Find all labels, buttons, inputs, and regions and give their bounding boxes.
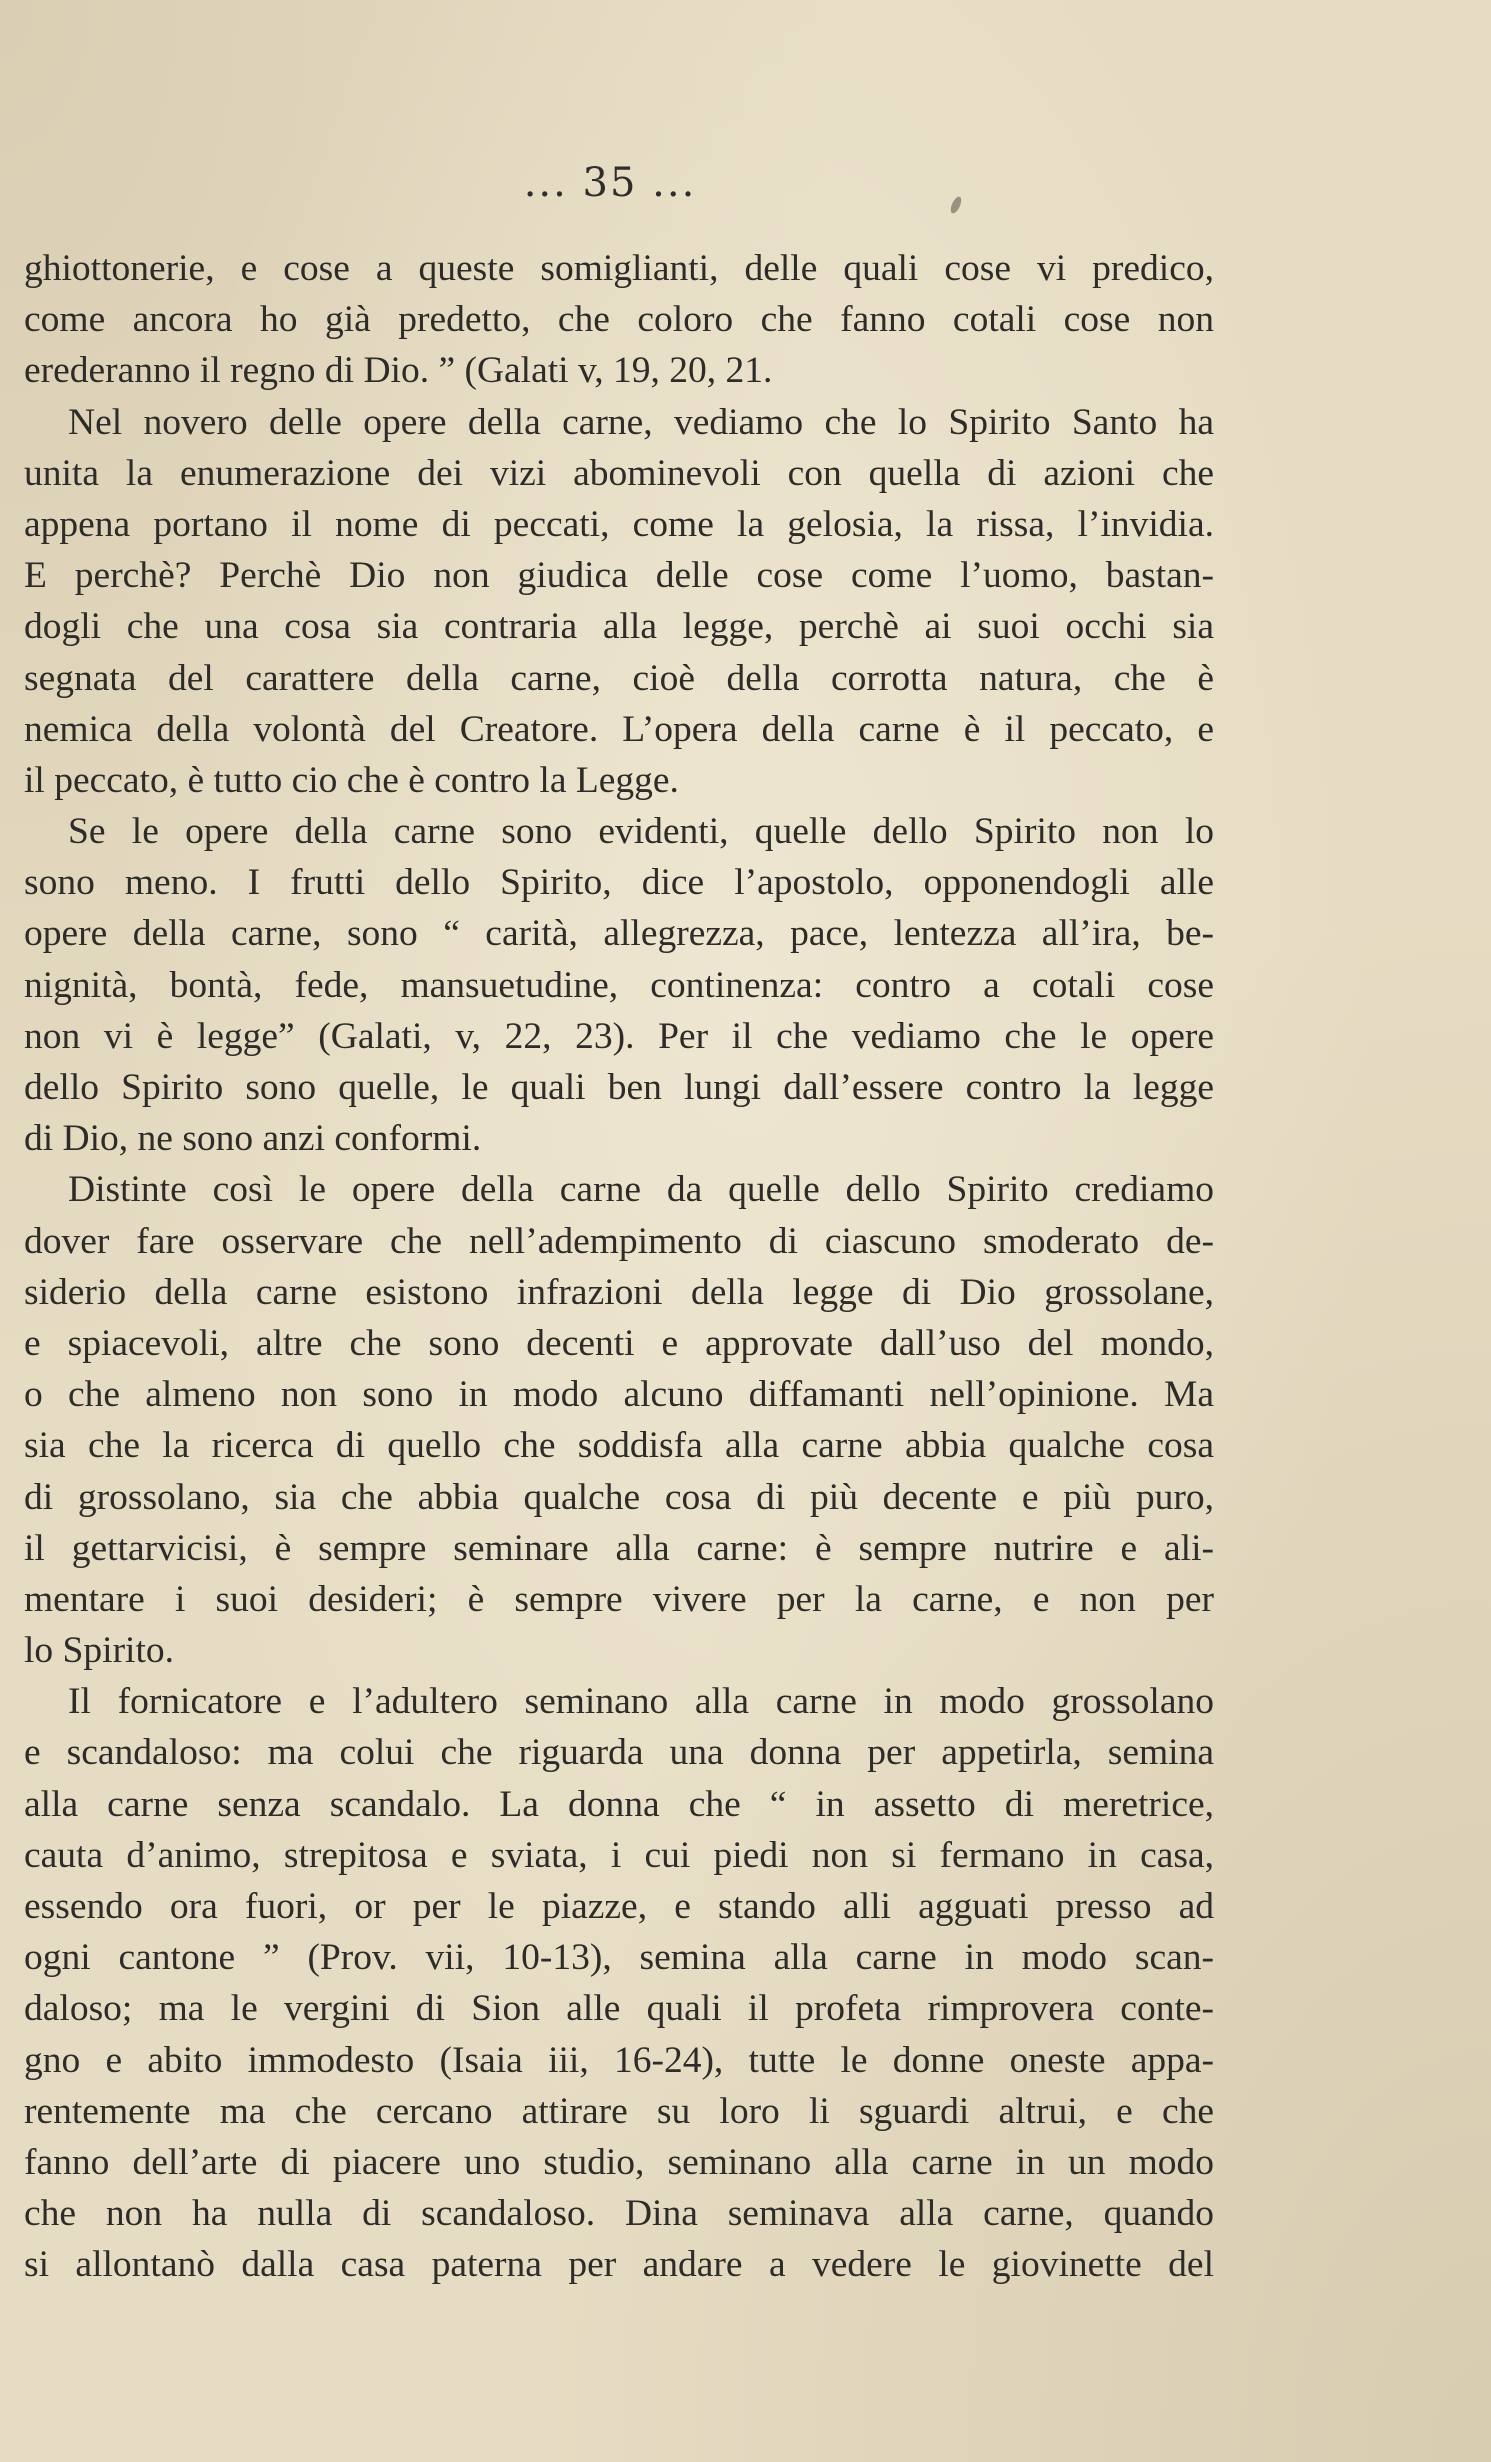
- page-number: ... 35 ...: [523, 160, 697, 206]
- text-line: mentare i suoi desideri; è sempre vivere per la carne, e non per: [24, 1578, 1214, 1620]
- text-line: di grossolano, sia che abbia qualche cosa di più decente e più puro,: [24, 1476, 1214, 1518]
- text-line: dover fare osservare che nell’adempimento di ciascuno smoderato de-: [24, 1220, 1214, 1262]
- text-line: E perchè? Perchè Dio non giudica delle cose come l’uomo, bastan-: [24, 555, 1214, 597]
- text-line: non vi è legge” (Galati, v, 22, 23). Per il che vediamo che le opere: [24, 1015, 1214, 1057]
- text-line: unita la enumerazione dei vizi abominevoli con quella di azioni che: [24, 452, 1214, 494]
- text-line: si allontanò dalla casa paterna per andare a vedere le giovinette del: [24, 2244, 1214, 2286]
- text-line: di Dio, ne sono anzi conformi.: [24, 1118, 482, 1160]
- text-line: o che almeno non sono in modo alcuno diffamanti nell’opinione. Ma: [24, 1374, 1214, 1416]
- text-line: rentemente ma che cercano attirare su loro li sguardi altrui, e che: [24, 2090, 1214, 2132]
- text-line: alla carne senza scandalo. La donna che “ in assetto di meretrice,: [24, 1783, 1214, 1825]
- text-line: e spiacevoli, altre che sono decenti e approvate dall’uso del mondo,: [24, 1322, 1214, 1364]
- text-line: Se le opere della carne sono evidenti, quelle dello Spirito non lo: [68, 811, 1214, 853]
- text-line: come ancora ho già predetto, che coloro che fanno cotali cose non: [24, 299, 1214, 341]
- text-line: gno e abito immodesto (Isaia iii, 16-24), tutte le donne oneste appa-: [24, 2039, 1214, 2081]
- text-line: dello Spirito sono quelle, le quali ben lungi dall’essere contro la legge: [24, 1067, 1214, 1108]
- text-line: erederanno il regno di Dio. ” (Galati v, 19, 20, 21.: [24, 350, 773, 392]
- text-line: e scandaloso: ma colui che riguarda una donna per appetirla, semina: [24, 1732, 1214, 1774]
- text-line: che non ha nulla di scandaloso. Dina seminava alla carne, quando: [24, 2193, 1214, 2235]
- text-line: essendo ora fuori, or per le piazze, e stando alli agguati presso ad: [24, 1886, 1214, 1927]
- text-line: appena portano il nome di peccati, come la gelosia, la rissa, l’invidia.: [24, 503, 1214, 545]
- text-line: daloso; ma le vergini di Sion alle quali il profeta rimprovera conte-: [24, 1988, 1214, 2030]
- text-line: Distinte così le opere della carne da quelle dello Spirito crediamo: [68, 1169, 1214, 1211]
- text-line: dogli che una cosa sia contraria alla legge, perchè ai suoi occhi sia: [24, 606, 1214, 648]
- text-line: sia che la ricerca di quello che soddisfa alla carne abbia qualche cosa: [24, 1425, 1214, 1467]
- text-line: segnata del carattere della carne, cioè della corrotta natura, che è: [24, 657, 1214, 699]
- body-text: [24, 243, 1214, 2291]
- text-line: Nel novero delle opere della carne, vediamo che lo Spirito Santo ha: [68, 401, 1214, 443]
- text-line: ghiottonerie, e cose a queste somiglianti, delle quali cose vi predico,: [24, 248, 1214, 289]
- text-line: nignità, bontà, fede, mansuetudine, continenza: contro a cotali cose: [24, 964, 1214, 1006]
- text-line: lo Spirito.: [24, 1630, 175, 1672]
- text-line: nemica della volontà del Creatore. L’opera della carne è il peccato, e: [24, 708, 1214, 750]
- text-line: Il fornicatore e l’adultero seminano alla carne in modo grossolano: [68, 1681, 1214, 1723]
- text-line: il gettarvicisi, è sempre seminare alla carne: è sempre nutrire e ali-: [24, 1527, 1214, 1569]
- text-line: sono meno. I frutti dello Spirito, dice l’apostolo, opponendogli alle: [24, 862, 1214, 904]
- text-line: fanno dell’arte di piacere uno studio, seminano alla carne in un modo: [24, 2141, 1214, 2183]
- text-line: opere della carne, sono “ carità, allegrezza, pace, lentezza all’ira, be-: [24, 913, 1214, 955]
- text-line: siderio della carne esistono infrazioni della legge di Dio grossolane,: [24, 1271, 1214, 1313]
- text-line: il peccato, è tutto cio che è contro la Legge.: [24, 759, 679, 801]
- text-line: ogni cantone ” (Prov. vii, 10-13), semina alla carne in modo scan-: [24, 1937, 1214, 1979]
- text-line: cauta d’animo, strepitosa e sviata, i cui piedi non si fermano in casa,: [24, 1834, 1214, 1876]
